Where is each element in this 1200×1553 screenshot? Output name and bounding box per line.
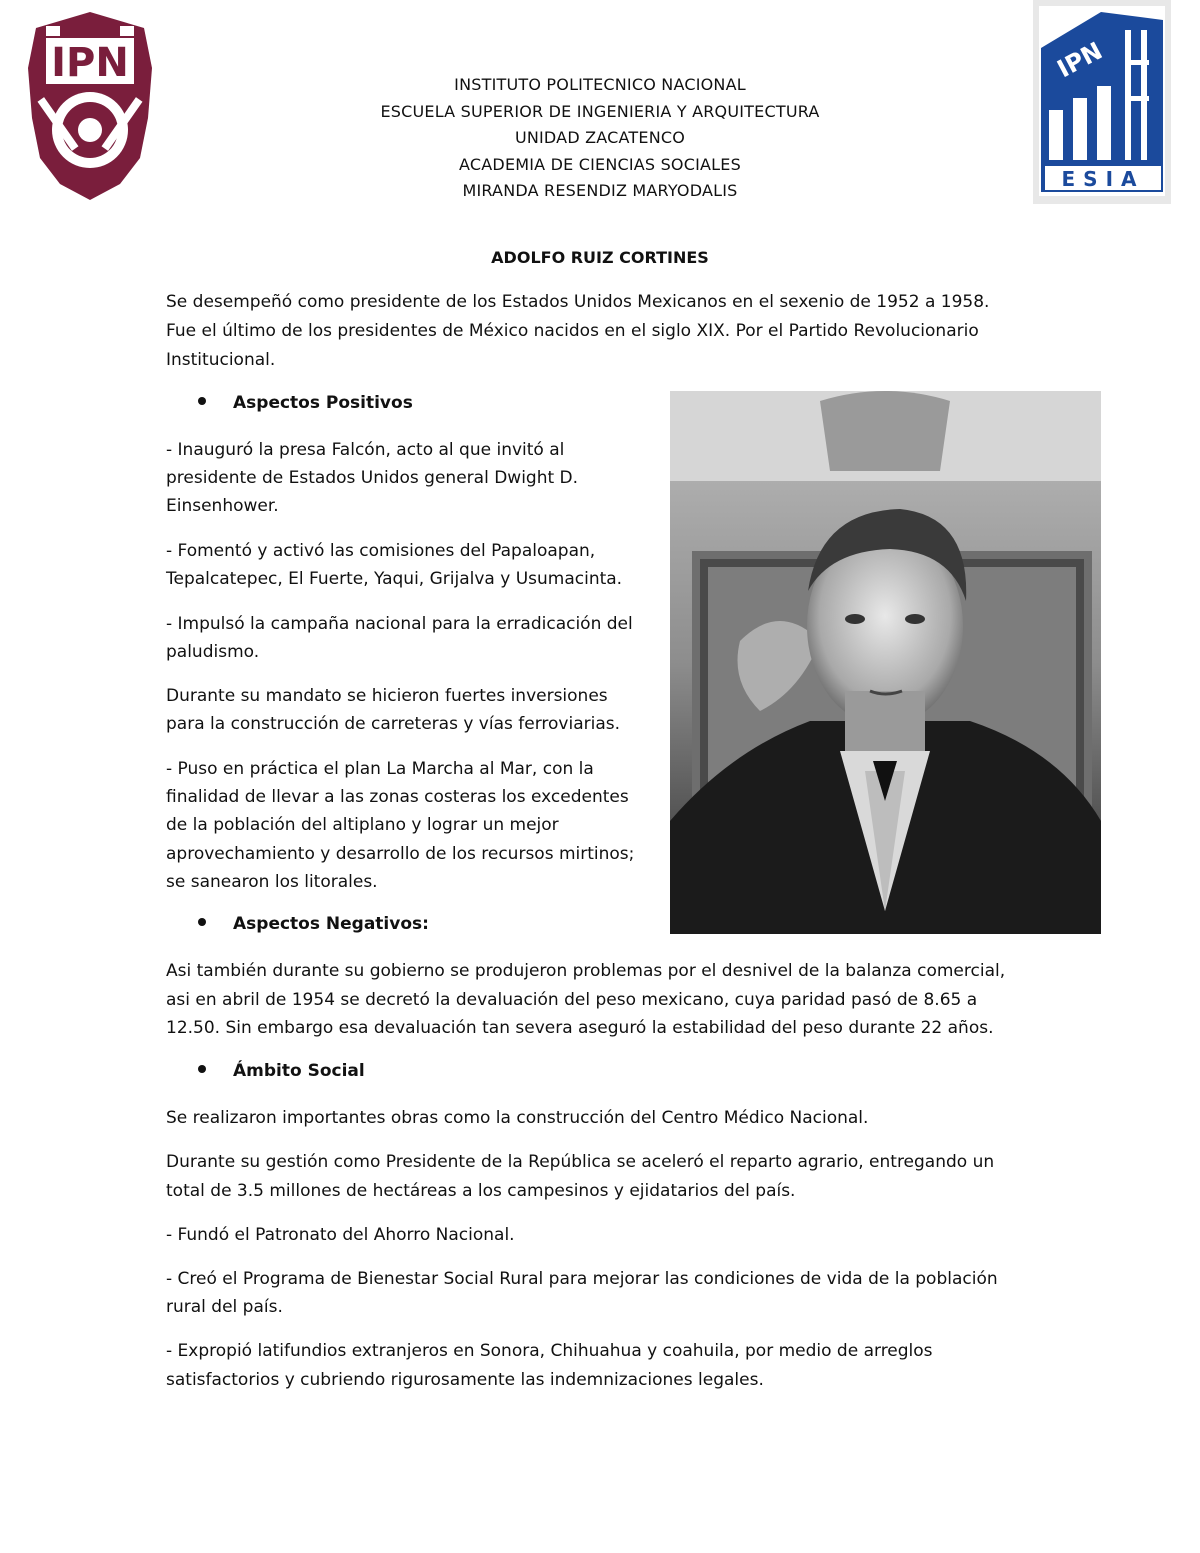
institution-header: [300, 72, 900, 205]
portrait-photo: [670, 391, 1101, 934]
social-line: Se realizaron importantes obras como la construcción del Centro Médico Nacional.: [166, 1108, 869, 1128]
header-line-author: MIRANDA RESENDIZ MARYODALIS: [462, 181, 738, 200]
social-line: satisfactorios y cubriendo rigurosamente las indemnizaciones legales.: [166, 1370, 764, 1390]
header-line-unit: UNIDAD ZACATENCO: [514, 128, 686, 147]
social-line: Durante su gestión como Presidente de la República se aceleró el reparto agrario, entregando un: [166, 1152, 995, 1172]
section-heading-negativos: Aspectos Negativos:: [198, 914, 429, 934]
social-line: total de 3.5 millones de hectáreas a los campesinos y ejidatarios del país.: [166, 1181, 796, 1201]
positivos-line: Tepalcatepec, El Fuerte, Yaqui, Grijalva y Usumacinta.: [166, 569, 623, 589]
positivos-line: de la población del altiplano y lograr un mejor: [166, 815, 559, 835]
svg-text:ESIA: ESIA: [1061, 167, 1145, 191]
social-line: - Creó el Programa de Bienestar Social Rural para mejorar las condiciones de vida de la población: [166, 1269, 998, 1289]
positivos-line: - Inauguró la presa Falcón, acto al que invitó al: [166, 440, 565, 460]
bullet-icon: [198, 1065, 206, 1073]
intro-line: Se desempeñó como presidente de los Estados Unidos Mexicanos en el sexenio de 1952 a 1958.: [166, 292, 990, 312]
positivos-line: Einsenhower.: [166, 496, 279, 516]
svg-text:IPN: IPN: [51, 40, 129, 86]
positivos-line: para la construcción de carreteras y vías ferroviarias.: [166, 714, 621, 734]
intro-line: Fue el último de los presidentes de México nacidos en el siglo XIX. Por el Partido Revolucionario: [166, 321, 979, 341]
negativos-line: Asi también durante su gobierno se produjeron problemas por el desnivel de la balanza comercial,: [166, 961, 1006, 981]
document-title: ADOLFO RUIZ CORTINES: [491, 248, 709, 267]
section-heading-social: Ámbito Social: [198, 1061, 365, 1081]
header-line-school: ESCUELA SUPERIOR DE INGENIERIA Y ARQUITECTURA: [380, 101, 820, 121]
negativos-line: asi en abril de 1954 se decretó la devaluación del peso mexicano, cuya paridad pasó de 8.65 a: [166, 990, 978, 1010]
bullet-icon: [198, 397, 206, 405]
positivos-line: finalidad de llevar a las zonas costeras los excedentes: [166, 787, 629, 807]
header-line-academy: ACADEMIA DE CIENCIAS SOCIALES: [459, 154, 741, 174]
positivos-line: - Fomentó y activó las comisiones del Papaloapan,: [166, 541, 596, 561]
positivos-line: Durante su mandato se hicieron fuertes inversiones: [166, 686, 608, 706]
positivos-line: presidente de Estados Unidos general Dwight D.: [166, 468, 579, 488]
intro-line: Institucional.: [166, 350, 276, 370]
positivos-line: - Impulsó la campaña nacional para la erradicación del: [166, 614, 633, 634]
positivos-line: paludismo.: [166, 642, 260, 662]
social-line: - Fundó el Patronato del Ahorro Nacional.: [166, 1225, 515, 1245]
ipn-seal-logo: [24, 8, 156, 204]
social-line: rural del país.: [166, 1297, 283, 1317]
negativos-line: 12.50. Sin embargo esa devaluación tan severa aseguró la estabilidad del peso durante 22 años.: [166, 1018, 994, 1038]
bullet-icon: [198, 918, 206, 926]
positivos-line: aprovechamiento y desarrollo de los recursos mirtinos;: [166, 844, 635, 864]
section-heading-positivos: Aspectos Positivos: [198, 393, 413, 413]
header-line-institute: INSTITUTO POLITECNICO NACIONAL: [454, 75, 746, 94]
social-line: - Expropió latifundios extranjeros en Sonora, Chihuahua y coahuila, por medio de arreglos: [166, 1341, 933, 1361]
positivos-line: - Puso en práctica el plan La Marcha al Mar, con la: [166, 759, 594, 779]
esia-logo: [1033, 0, 1171, 204]
positivos-line: se sanearon los litorales.: [166, 872, 378, 892]
svg-text:IPN: IPN: [1052, 36, 1107, 84]
